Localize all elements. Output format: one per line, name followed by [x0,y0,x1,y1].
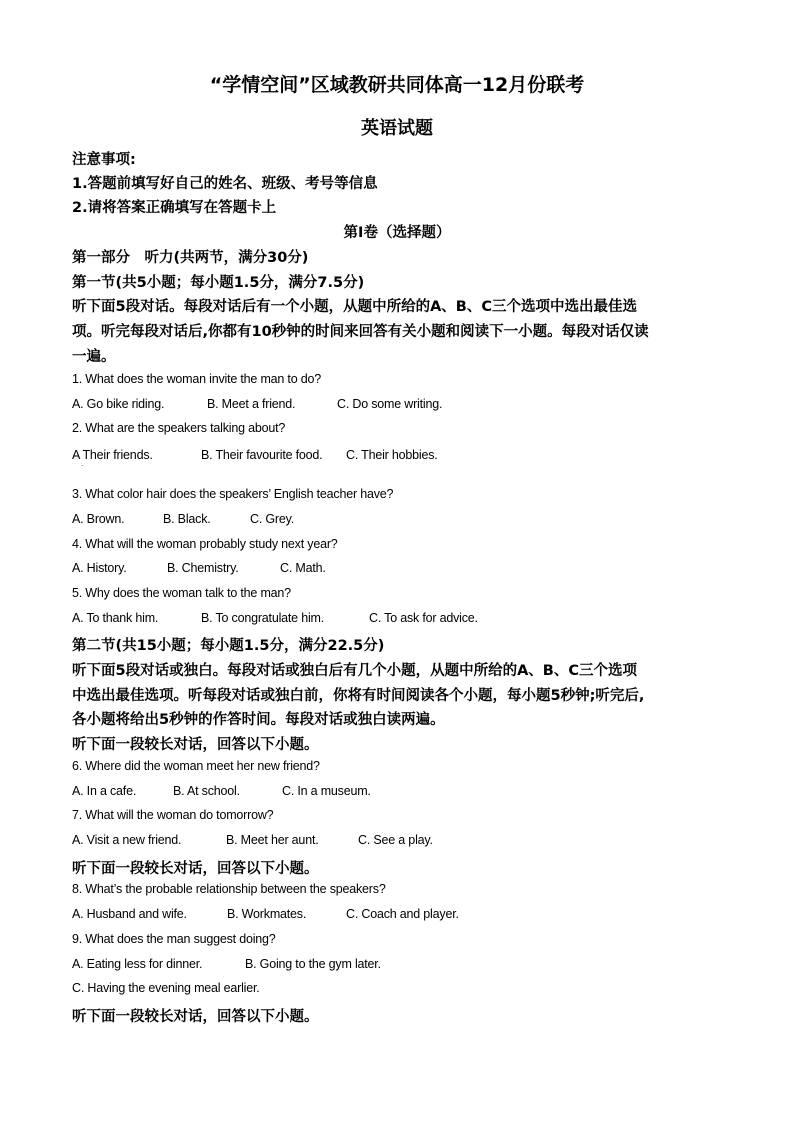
option-c: C. Do some writing. [337,397,443,411]
option-c: C. To ask for advice. [369,611,478,625]
option-c: C. Having the evening meal earlier. [72,981,260,995]
question-options [72,957,381,971]
dialog-prompt: 听下面一段较长对话，回答以下小题。 [72,861,319,877]
note-item: 1.答题前填写好自己的姓名、班级、考号等信息 [72,176,378,192]
option-a: A. History. [72,561,127,575]
question-text: 4. What will the woman probably study next year? [72,537,338,551]
question-text: 6. Where did the woman meet her new friend? [72,759,320,773]
option-a: A. Visit a new friend. [72,833,182,847]
question-options [72,512,294,526]
option-b: B. Going to the gym later. [245,957,381,971]
question-options [72,833,433,847]
question-text: 1. What does the woman invite the man to do? [72,372,321,386]
option-c: C. Coach and player. [346,907,459,921]
question-text: 5. Why does the woman talk to the man? [72,586,291,600]
section1-instruction: 项。听完每段对话后,你都有10秒钟的时间来回答有关小题和阅读下一小题。每段对话仅读 [72,324,649,340]
section2-instruction: 听下面5段对话或独白。每段对话或独白后有几个小题，从题中所给的A、B、C三个选项 [72,663,638,679]
option-a: A. Husband and wife. [72,907,187,921]
option-b: B. To congratulate him. [201,611,325,625]
note-item: 2.请将答案正确填写在答题卡上 [72,200,277,216]
section1-instruction: 听下面5段对话。每段对话后有一个小题，从题中所给的A、B、C三个选项中选出最佳选 [72,299,638,315]
option-b: B. Meet a friend. [207,397,296,411]
option-c: C. In a museum. [282,784,371,798]
question-text: 9. What does the man suggest doing? [72,932,276,946]
notes-heading: 注意事项: [72,152,136,168]
option-a: A. In a cafe. [72,784,137,798]
option-c: C. Their hobbies. [346,448,438,462]
option-b: B. Chemistry. [167,561,239,575]
question-options [72,448,438,462]
question-text: 3. What color hair does the speakers’ English teacher have? [72,487,394,501]
option-b: B. Meet her aunt. [226,833,319,847]
option-c: C. Math. [280,561,326,575]
option-a: A Their friends. [72,448,153,462]
option-a: A. To thank him. [72,611,159,625]
dialog-prompt: 听下面一段较长对话，回答以下小题。 [72,737,319,753]
question-text: 8. What’s the probable relationship between the speakers? [72,882,386,896]
question-options [72,397,442,411]
option-a: A. Brown. [72,512,125,526]
section1-title: 第一节(共5小题；每小题1.5分，满分7.5分) [72,275,365,291]
exam-title: “学情空间”区域教研共同体高一12月份联考 [209,74,585,96]
question-text: 2. What are the speakers talking about? [72,421,286,435]
volume-title: 第I卷（选择题） [343,225,451,241]
part1-title: 第一部分 听力(共两节，满分30分) [72,250,309,266]
option-c: C. Grey. [250,512,295,526]
question-options [72,784,371,798]
question-text: 7. What will the woman do tomorrow? [72,808,274,822]
question-options [72,611,478,625]
section1-instruction: 一遍。 [72,349,116,365]
option-b: B. Their favourite food. [201,448,323,462]
dialog-prompt: 听下面一段较长对话，回答以下小题。 [72,1009,319,1025]
option-a: A. Eating less for dinner. [72,957,203,971]
question-options [72,561,326,575]
option-c: C. See a play. [358,833,433,847]
question-options [72,907,459,921]
option-b: B. Workmates. [227,907,307,921]
section2-instruction: 中选出最佳选项。听每段对话或独白前，你将有时间阅读各个小题，每小题5秒钟;听完后, [72,688,645,704]
section2-instruction: 各小题将给出5秒钟的作答时间。每段对话或独白读两遍。 [72,712,445,728]
exam-subtitle: 英语试题 [361,118,433,139]
section2-title: 第二节(共15小题；每小题1.5分，满分22.5分) [72,638,385,654]
stray-dot: · [81,462,84,470]
option-a: A. Go bike riding. [72,397,165,411]
option-b: B. Black. [163,512,211,526]
option-b: B. At school. [173,784,240,798]
